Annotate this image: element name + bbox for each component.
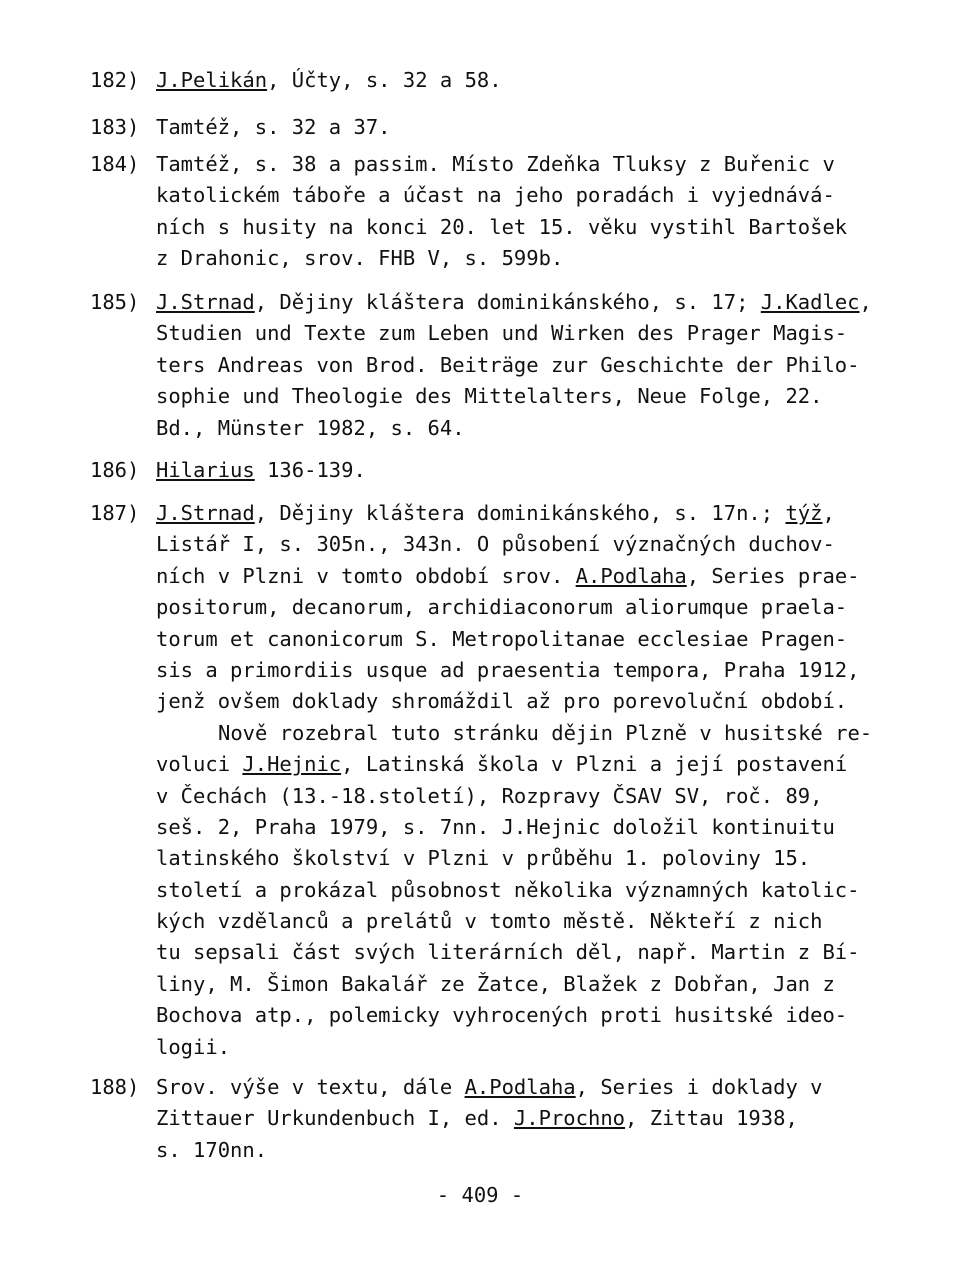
author-name: J.Hejnic	[242, 752, 342, 777]
text-run: Studien und Texte zum Leben und Wirken des Prager Magis-	[156, 321, 848, 346]
footnote-number: 182)	[90, 68, 140, 92]
footnote-line	[156, 287, 896, 318]
footnote-number: 185)	[90, 290, 140, 314]
text-run: , Zittau 1938,	[625, 1106, 798, 1131]
footnote-line	[156, 781, 896, 812]
footnote-line	[156, 969, 896, 1000]
text-run: ,	[859, 290, 872, 314]
text-run: Bd., Münster 1982, s. 64.	[156, 415, 465, 440]
text-run: tu sepsali část svých literárních děl, např. Martin z Bí-	[156, 940, 860, 965]
text-run: , Series prae-	[686, 563, 860, 588]
footnote-line	[156, 413, 896, 444]
footnote-line	[156, 843, 896, 874]
footnote-line	[156, 592, 896, 623]
footnote-line	[156, 906, 896, 937]
text-run: positorum, decanorum, archidiaconorum aliorumque praela-	[156, 595, 848, 620]
text-run: katolickém táboře a účast na jeho poradách i vyjednává-	[156, 183, 835, 208]
author-name: J.Strnad	[156, 290, 255, 314]
text-run: , Dějiny kláštera dominikánského, s. 17n.;	[254, 501, 786, 525]
footnote-line	[156, 812, 896, 843]
footnote-line	[156, 718, 896, 749]
author-name: J.Prochno	[513, 1106, 626, 1131]
footnote-line	[156, 937, 896, 968]
text-run: Bochova atp., polemicky vyhrocených proti husitské ideo-	[156, 1003, 848, 1028]
footnote-line	[156, 149, 896, 180]
text-run: , Series i doklady v	[575, 1075, 823, 1099]
text-run: 136-139.	[254, 458, 366, 482]
author-name: Hilarius	[156, 458, 255, 482]
text-run: sis a primordiis usque ad praesentia tempora, Praha 1912,	[156, 657, 860, 682]
text-run: z Drahonic, srov. FHB V, s. 599b.	[156, 246, 564, 271]
footnote-line	[156, 243, 896, 274]
footnote-text	[156, 455, 896, 486]
footnote-line	[156, 498, 896, 529]
footnote-line	[156, 112, 896, 143]
author-name: J.Strnad	[156, 501, 255, 525]
text-run: seš. 2, Praha 1979, s. 7nn. J.Hejnic doložil kontinuitu	[156, 814, 835, 839]
footnote-line	[156, 1000, 896, 1031]
text-run: voluci	[156, 752, 243, 777]
text-run: ,	[822, 501, 835, 525]
footnote-line	[156, 624, 896, 655]
text-run: ních s husity na konci 20. let 15. věku vystihl Bartošek	[156, 214, 848, 239]
text-run: , Dějiny kláštera dominikánského, s. 17;	[254, 290, 761, 314]
footnote-line	[156, 529, 896, 560]
footnote-line	[156, 455, 896, 486]
text-run: kých vzdělanců a prelátů v tomto městě. Někteří z nich	[156, 909, 823, 934]
footnote-line	[156, 655, 896, 686]
text-run: v Čechách (13.-18.století), Rozpravy ČSAV SV, roč. 89,	[156, 783, 823, 808]
footnote-line	[156, 686, 896, 717]
text-run: Tamtéž, s. 32 a 37.	[156, 115, 391, 139]
footnote-number: 183)	[90, 115, 140, 139]
footnote-number: 184)	[90, 152, 140, 176]
text-run: , Latinská škola v Plzni a její postavení	[341, 752, 848, 777]
author-name: A.Podlaha	[464, 1075, 576, 1099]
author-name: J.Kadlec	[760, 290, 860, 314]
footnote-line	[156, 1072, 896, 1103]
footnote-text	[156, 112, 896, 143]
author-name: A.Podlaha	[575, 563, 687, 588]
footnote-line	[156, 561, 896, 592]
text-run: století a prokázal působnost několika významných katolic-	[156, 877, 860, 902]
footnote-line	[156, 749, 896, 780]
text-run: Listář I, s. 305n., 343n. O působení význačných duchov-	[156, 532, 835, 557]
text-run: s. 170nn.	[156, 1137, 268, 1162]
text-run: ních v Plzni v tomto období srov.	[156, 563, 576, 588]
author-name: J.Pelikán	[156, 68, 268, 92]
text-run: Srov. výše v textu, dále	[156, 1075, 465, 1099]
footnote-number: 188)	[90, 1075, 140, 1099]
page-number: - 409 -	[436, 1183, 524, 1207]
author-name: týž	[785, 501, 823, 525]
text-run: Nově rozebral tuto stránku dějin Plzně v husitské re-	[218, 720, 873, 745]
footnote-text	[156, 498, 896, 1063]
text-run: liny, M. Šimon Bakalář ze Žatce, Blažek z Dobřan, Jan z	[156, 971, 835, 996]
footnote-line	[156, 180, 896, 211]
footnote-line	[156, 381, 896, 412]
text-run: jenž ovšem doklady shromáždil až pro porevoluční období.	[156, 689, 848, 714]
text-run: latinského školství v Plzni v průběhu 1. poloviny 15.	[156, 846, 811, 871]
text-run: Zittauer Urkundenbuch I, ed.	[156, 1106, 514, 1131]
text-run: ters Andreas von Brod. Beiträge zur Geschichte der Philo-	[156, 352, 860, 377]
footnote-line	[156, 875, 896, 906]
footnote-line	[156, 318, 896, 349]
footnote-number: 186)	[90, 458, 140, 482]
footnote-line	[156, 350, 896, 381]
footnote-text	[156, 1072, 896, 1166]
text-run: Tamtéž, s. 38 a passim. Místo Zdeňka Tluksy z Buřenic v	[156, 152, 835, 176]
text-run: sophie und Theologie des Mittelalters, Neue Folge, 22.	[156, 384, 823, 409]
text-run: torum et canonicorum S. Metropolitanae ecclesiae Pragen-	[156, 626, 848, 651]
text-run: logii.	[156, 1034, 231, 1059]
footnote-text	[156, 65, 896, 96]
footnote-line	[156, 1032, 896, 1063]
footnote-line	[156, 65, 896, 96]
footnote-line	[156, 1135, 896, 1166]
footnote-line	[156, 212, 896, 243]
footnote-number: 187)	[90, 501, 140, 525]
footnote-text	[156, 149, 896, 275]
footnote-line	[156, 1103, 896, 1134]
footnote-text	[156, 287, 896, 444]
text-run: , Účty, s. 32 a 58.	[267, 68, 502, 92]
